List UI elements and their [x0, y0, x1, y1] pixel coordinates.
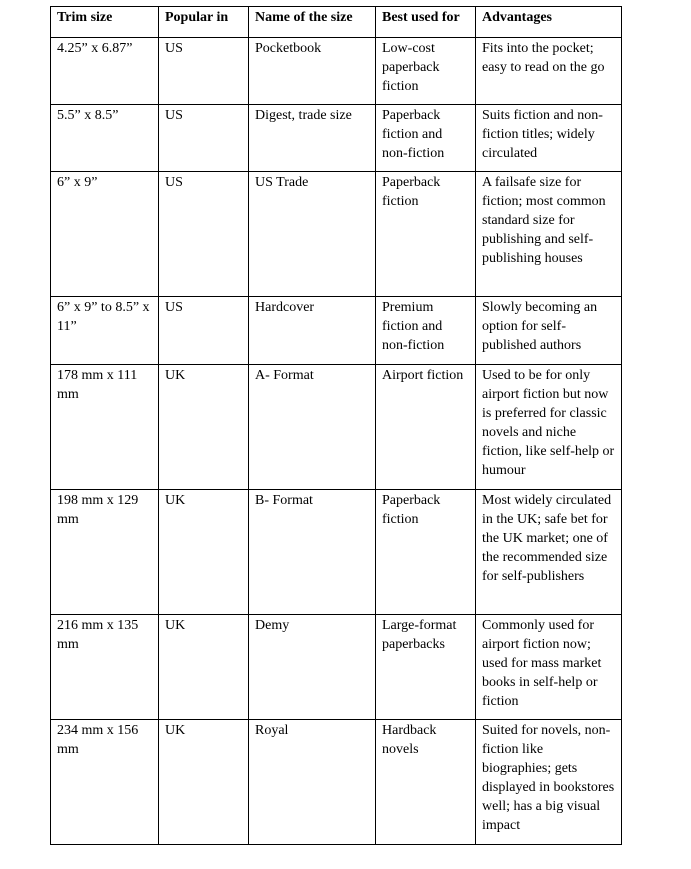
- header-best-used-for: Best used for: [376, 7, 476, 38]
- cell-trim-size: 198 mm x 129 mm: [51, 490, 159, 615]
- cell-popular-in: UK: [159, 720, 249, 845]
- cell-size-name: Royal: [249, 720, 376, 845]
- cell-trim-size: 5.5” x 8.5”: [51, 105, 159, 172]
- cell-popular-in: US: [159, 297, 249, 365]
- cell-trim-size: 6” x 9”: [51, 172, 159, 297]
- cell-best-used-for: Hardback novels: [376, 720, 476, 845]
- cell-trim-size: 4.25” x 6.87”: [51, 38, 159, 105]
- trim-size-table: [50, 6, 622, 845]
- cell-size-name: Hardcover: [249, 297, 376, 365]
- cell-popular-in: UK: [159, 490, 249, 615]
- cell-trim-size: 6” x 9” to 8.5” x 11”: [51, 297, 159, 365]
- cell-advantages: Slowly becoming an option for self-published authors: [476, 297, 622, 365]
- header-advantages: Advantages: [476, 7, 622, 38]
- cell-best-used-for: Premium fiction and non-fiction: [376, 297, 476, 365]
- cell-popular-in: US: [159, 105, 249, 172]
- table-row: [51, 615, 622, 720]
- cell-size-name: Pocketbook: [249, 38, 376, 105]
- cell-advantages: Most widely circulated in the UK; safe bet for the UK market; one of the recommended size for self-publishers: [476, 490, 622, 615]
- cell-best-used-for: Paperback fiction: [376, 172, 476, 297]
- cell-popular-in: US: [159, 38, 249, 105]
- table-row: [51, 297, 622, 365]
- cell-trim-size: 216 mm x 135 mm: [51, 615, 159, 720]
- table-row: [51, 38, 622, 105]
- table-row: [51, 172, 622, 297]
- cell-best-used-for: Large-format paperbacks: [376, 615, 476, 720]
- cell-popular-in: UK: [159, 365, 249, 490]
- cell-best-used-for: Paperback fiction: [376, 490, 476, 615]
- cell-size-name: US Trade: [249, 172, 376, 297]
- cell-best-used-for: Low-cost paperback fiction: [376, 38, 476, 105]
- cell-advantages: Suited for novels, non-fiction like biographies; gets displayed in bookstores well; has a big visual impact: [476, 720, 622, 845]
- cell-advantages: Used to be for only airport fiction but now is preferred for classic novels and niche fiction, like self-help or humour: [476, 365, 622, 490]
- cell-best-used-for: Airport fiction: [376, 365, 476, 490]
- table-row: [51, 105, 622, 172]
- cell-advantages: Suits fiction and non-fiction titles; widely circulated: [476, 105, 622, 172]
- cell-size-name: B- Format: [249, 490, 376, 615]
- table-header-row: [51, 7, 622, 38]
- cell-trim-size: 234 mm x 156 mm: [51, 720, 159, 845]
- cell-trim-size: 178 mm x 111 mm: [51, 365, 159, 490]
- cell-size-name: Digest, trade size: [249, 105, 376, 172]
- cell-advantages: Commonly used for airport fiction now; used for mass market books in self-help or fiction: [476, 615, 622, 720]
- header-popular-in: Popular in: [159, 7, 249, 38]
- cell-size-name: Demy: [249, 615, 376, 720]
- cell-best-used-for: Paperback fiction and non-fiction: [376, 105, 476, 172]
- cell-popular-in: US: [159, 172, 249, 297]
- table-row: [51, 720, 622, 845]
- cell-advantages: Fits into the pocket; easy to read on the go: [476, 38, 622, 105]
- header-name-of-size: Name of the size: [249, 7, 376, 38]
- table-row: [51, 490, 622, 615]
- cell-popular-in: UK: [159, 615, 249, 720]
- cell-advantages: A failsafe size for fiction; most common standard size for publishing and self-publishing houses: [476, 172, 622, 297]
- header-trim-size: Trim size: [51, 7, 159, 38]
- cell-size-name: A- Format: [249, 365, 376, 490]
- table-row: [51, 365, 622, 490]
